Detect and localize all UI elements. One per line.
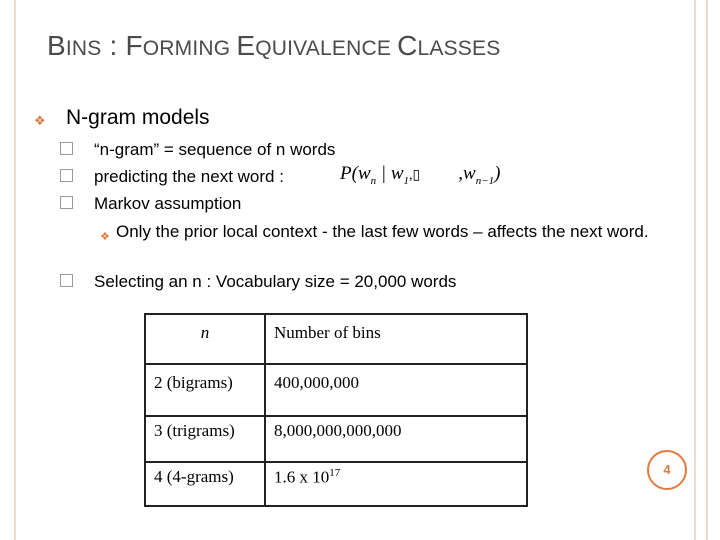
- table-cell-bins: 1.6 x $10^{17}$: [265, 462, 527, 506]
- table-cell-bins: 400,000,000: [265, 364, 527, 416]
- decorative-frame-right-inner: [694, 0, 696, 540]
- table-row: [145, 416, 527, 462]
- bullet-marker-icon: ❖: [100, 231, 110, 243]
- main-bullet-text: N-gram models: [66, 106, 210, 129]
- checkbox-bullet-icon: [60, 274, 73, 287]
- checkbox-bullet-icon: [60, 196, 73, 209]
- slide-title: BINS : FORMING EQUIVALENCE CLASSES: [47, 30, 501, 61]
- table-row: [145, 364, 527, 416]
- checkbox-bullet-icon: [60, 142, 73, 155]
- table-row: [145, 462, 527, 506]
- table-header-row: [145, 314, 527, 364]
- table-cell-bins: 8,000,000,000,000: [265, 416, 527, 462]
- decorative-frame-left: [14, 0, 16, 540]
- table-cell-n: 2 (bigrams): [145, 364, 265, 416]
- bullet-marker-icon: ❖: [34, 113, 46, 128]
- bins-table: [144, 313, 528, 507]
- table-header-n: n: [145, 314, 265, 364]
- decorative-frame-right-outer: [706, 0, 708, 540]
- page-number-badge: 4: [647, 450, 687, 490]
- table-cell-n: 3 (trigrams): [145, 416, 265, 462]
- conditional-probability-formula: $P(w_n$ | $w_1,▯$ $,w_{n-1}$): [340, 163, 501, 187]
- table-cell-n: 4 (4-grams): [145, 462, 265, 506]
- checkbox-bullet-icon: [60, 169, 73, 182]
- table-header-bins: Number of bins: [265, 314, 527, 364]
